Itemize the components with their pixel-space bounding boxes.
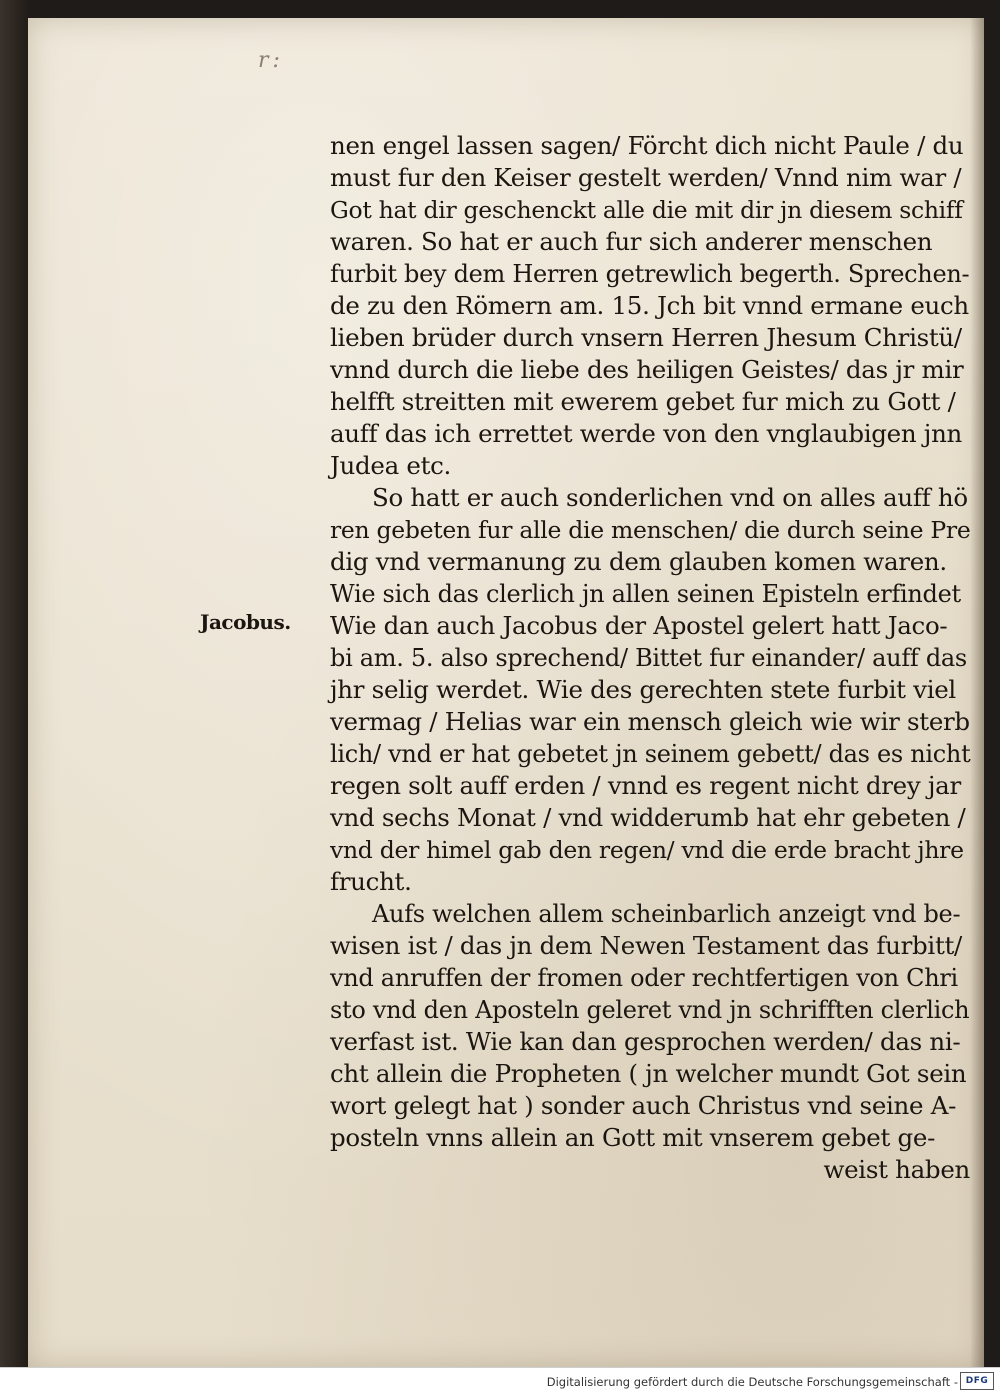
text-line: frucht. [330, 867, 412, 896]
book-page [28, 18, 984, 1368]
text-line: vnnd durch die liebe des heiligen Geistes/ das jr mir [330, 355, 964, 384]
text-line: Got hat dir geschenckt alle die mit dir jn diesem schiff [330, 196, 963, 224]
text-line: wisen ist / das jn dem Newen Testament das furbitt/ [330, 931, 963, 960]
text-line: vnd anruffen der fromen oder rechtfertigen von Chri [330, 964, 958, 992]
text-line: posteln vnns allein an Gott mit vnserem gebet ge- [330, 1123, 936, 1152]
text-line: Wie dan auch Jacobus der Apostel gelert hatt Jaco- [330, 611, 948, 640]
corner-mark: r: [258, 48, 284, 73]
text-line: weist haben [823, 1155, 970, 1184]
text-line: sto vnd den Aposteln geleret vnd jn schrifften clerlich [330, 996, 970, 1024]
text-line: dig vnd vermanung zu dem glauben komen waren. [330, 547, 947, 576]
footer-credit: Digitalisierung gefördert durch die Deutsche Forschungsgemeinschaft - [546, 1375, 958, 1389]
text-line: So hatt er auch sonderlichen vnd on alles auff hö [372, 483, 968, 512]
body-text [330, 130, 970, 1186]
text-line: auff das ich errettet werde von den vnglaubigen jnn [330, 419, 963, 448]
text-line: verfast ist. Wie kan dan gesprochen werden/ das ni- [330, 1027, 961, 1056]
text-line: de zu den Römern am. 15. Jch bit vnnd ermane euch [330, 291, 969, 320]
text-line: cht allein die Propheten ( jn welcher mundt Got sein [330, 1059, 967, 1088]
footer-bar [0, 1367, 1000, 1394]
text-line: wort gelegt hat ) sonder auch Christus vnd seine A- [330, 1091, 957, 1120]
text-line: bi am. 5. also sprechend/ Bittet fur einander/ auff das [330, 644, 967, 672]
text-line: nen engel lassen sagen/ Förcht dich nicht Paule / du [330, 131, 964, 160]
text-line: Judea etc. [330, 451, 452, 480]
dfg-logo-icon: DFG [960, 1372, 994, 1390]
text-line: jhr selig werdet. Wie des gerechten stete furbit viel [330, 675, 956, 704]
text-line: furbit bey dem Herren getrewlich begerth. Sprechen- [330, 260, 970, 288]
text-line: lich/ vnd er hat gebetet jn seinem gebett/ das es nicht [330, 740, 971, 768]
text-line: must fur den Keiser gestelt werden/ Vnnd nim war / [330, 163, 962, 192]
text-line: lieben brüder durch vnsern Herren Jhesum Christü/ [330, 323, 962, 352]
text-line: helfft streitten mit ewerem gebet fur mich zu Gott / [330, 387, 956, 416]
page-edge-shadow [970, 18, 984, 1368]
margin-note: Jacobus. [200, 610, 291, 634]
text-line: vnd der himel gab den regen/ vnd die erde bracht jhre [330, 836, 964, 864]
text-line: ren gebeten fur alle die menschen/ die durch seine Pre [330, 516, 971, 544]
text-line: vnd sechs Monat / vnd widderumb hat ehr gebeten / [330, 803, 966, 832]
text-line: vermag / Helias war ein mensch gleich wie wir sterb [330, 707, 970, 736]
text-line: waren. So hat er auch fur sich anderer menschen [330, 227, 933, 256]
text-line: Aufs welchen allem scheinbarlich anzeigt vnd be- [372, 900, 961, 928]
text-line: regen solt auff erden / vnnd es regent nicht drey jar [330, 771, 961, 800]
text-line: Wie sich das clerlich jn allen seinen Episteln erfindet [330, 580, 961, 608]
